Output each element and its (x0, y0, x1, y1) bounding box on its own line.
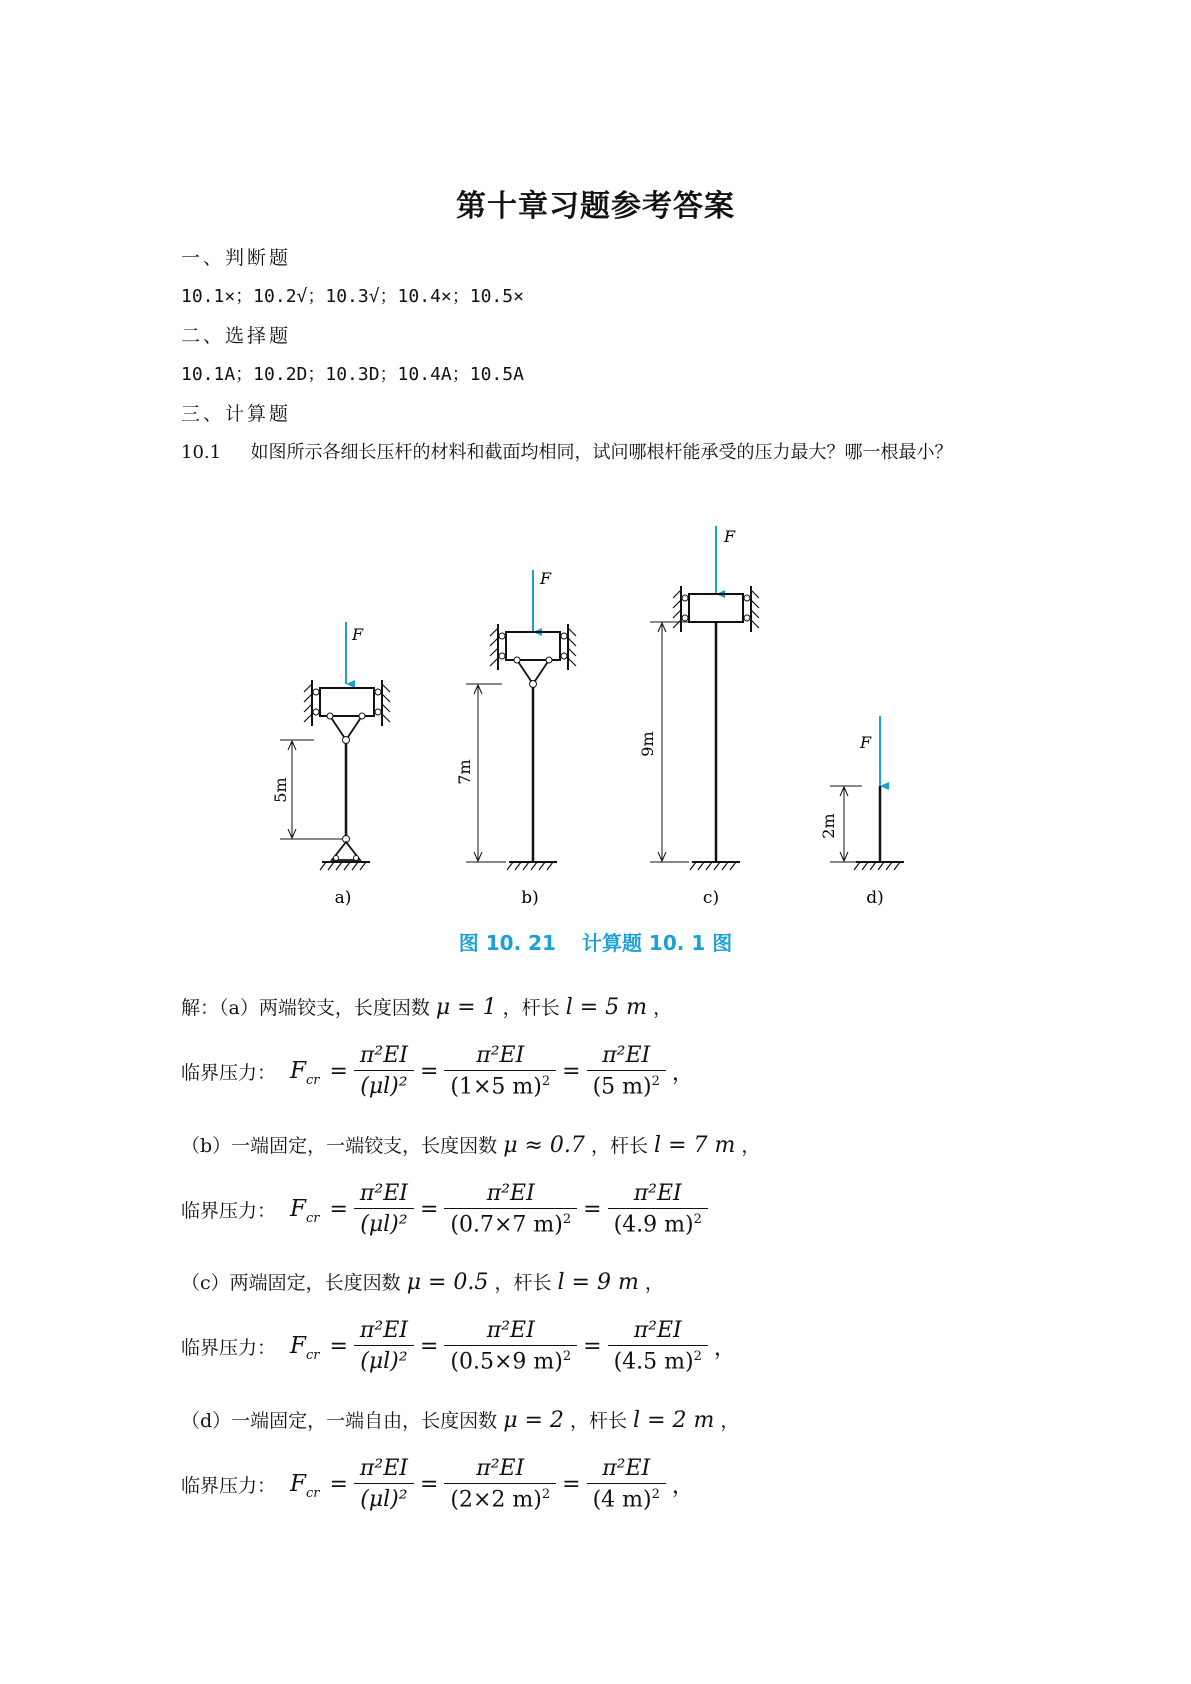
length-value-b: l = 7 m (654, 1133, 736, 1158)
solution-b-intro: （b）一端固定，一端铰支，长度因数 μ ≈ 0.7 ，杆长 l = 7 m ， (181, 1133, 761, 1158)
column-d (819, 716, 904, 908)
formula-c: 临界压力： F cr = $\frac{\text{π²EI}}{\text{(μl)²}}$ = $\frac{\text{π²EI}}{(0.5\times 9 m)^2}$ = $\frac{\text{π²EI}}{(4.5 m)^2}$ ， (181, 1317, 736, 1375)
mu-value-b: μ ≈ 0.7 (503, 1133, 585, 1158)
page-title: 第十章习题参考答案 (456, 189, 735, 224)
judge-answers: 10.1×；10.2√；10.3√；10.4×；10.5× (181, 286, 524, 307)
figure-caption-text: 计算题 10. 1 图 (581, 931, 733, 955)
force-label-a: F (352, 625, 364, 644)
critical-force-label: 临界压力： (181, 1061, 277, 1084)
column-c (638, 526, 759, 908)
choice-answers: 10.1A；10.2D；10.3D；10.4A；10.5A (181, 364, 524, 385)
mu-value-d: μ = 2 (503, 1408, 564, 1433)
formula-d: 临界压力： F cr = $\frac{\text{π²EI}}{\text{(μl)²}}$ = $\frac{\text{π²EI}}{(2\times 2 m)^2}$ = $\frac{\text{π²EI}}{(4 m)^2}$ ， (181, 1455, 694, 1513)
mu-value-a: μ = 1 (435, 995, 497, 1020)
length-label-d: 2m (819, 813, 838, 839)
formula-b: 临界压力： F cr = $\frac{\text{π²EI}}{\text{(μl)²}}$ = $\frac{\text{π²EI}}{(0.7\times 7 m)^2}$ = $\frac{\text{π²EI}}{(4.9 m)^2}$ (181, 1174, 714, 1244)
solution-a-intro: 解：（a）两端铰支，长度因数 μ = 1 ，杆长 l = 5 m ， (181, 995, 673, 1020)
column-b (455, 569, 576, 908)
problem-text: 如图所示各细长压杆的材料和截面均相同，试问哪根杆能承受的压力最大？哪一根最小？ (250, 442, 953, 463)
judge-heading: 一、判断题 (181, 247, 292, 269)
length-label-c: 9m (638, 731, 657, 757)
formula-a: 临界压力： F cr = $\frac{\text{π²EI}}{\text{(μl)²}}$ = $\frac{\text{π²EI}}{(1\times 5 m)^2}$ = $\frac{\text{π²EI}}{(5 m)^2}$ ， (181, 1042, 694, 1100)
choice-heading: 二、选择题 (181, 325, 292, 347)
force-label-c: F (724, 527, 736, 546)
calc-heading: 三、计算题 (181, 403, 292, 425)
length-value-d: l = 2 m (633, 1408, 715, 1433)
problem-number: 10.1 (181, 442, 222, 463)
column-label-a: a) (334, 888, 352, 908)
force-label-d: F (860, 733, 872, 752)
figure-caption-number: 图 10. 21 (458, 931, 556, 955)
length-value-a: l = 5 m (565, 995, 648, 1020)
length-value-c: l = 9 m (557, 1270, 639, 1295)
column-a (271, 622, 390, 908)
solution-c-intro: （c）两端固定，长度因数 μ = 0.5 ，杆长 l = 9 m ， (181, 1270, 664, 1295)
figure-caption (0, 927, 1191, 956)
column-label-d: d) (866, 888, 884, 908)
length-label-a: 5m (271, 777, 290, 803)
column-label-c: c) (702, 888, 720, 908)
solution-d-intro: （d）一端固定，一端自由，长度因数 μ = 2 ，杆长 l = 2 m ， (181, 1408, 740, 1433)
length-label-b: 7m (455, 759, 474, 785)
force-label-b: F (540, 569, 552, 588)
mu-value-c: μ = 0.5 (406, 1270, 489, 1295)
column-label-b: b) (521, 888, 539, 908)
